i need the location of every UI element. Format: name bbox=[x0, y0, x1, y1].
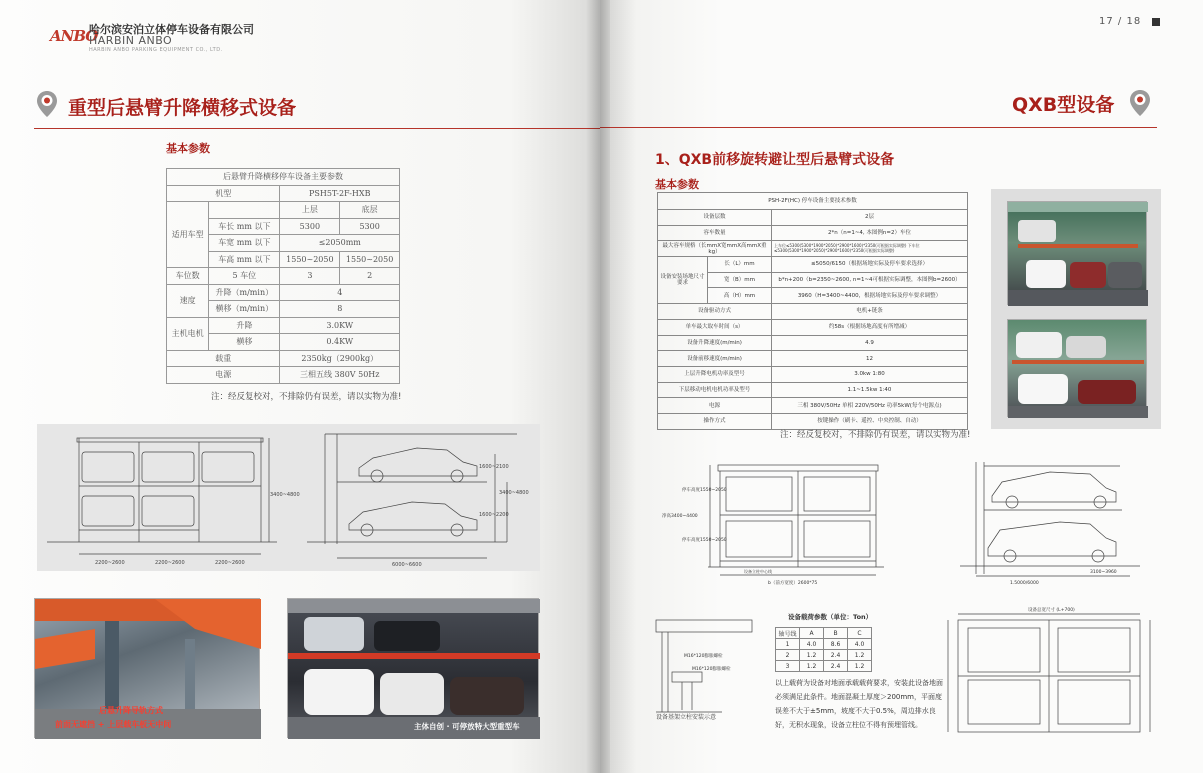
location-pin-icon bbox=[1129, 89, 1151, 117]
load-cell: 1.2 bbox=[848, 650, 872, 661]
book-spine-shadow bbox=[586, 0, 610, 773]
load-cell: 1.2 bbox=[800, 650, 824, 661]
right-page bbox=[600, 0, 1203, 773]
qxb-photo-bottom bbox=[1007, 319, 1147, 417]
table-cell: 车长 mm 以下 bbox=[209, 218, 280, 235]
table-cell: 操作方式 bbox=[658, 413, 772, 429]
table-cell: 3 bbox=[280, 268, 340, 285]
table-cell: 0.4KW bbox=[280, 334, 400, 351]
company-name-en-full: HARBIN ANBO PARKING EQUIPMENT CO., LTD. bbox=[89, 47, 223, 53]
load-cell: 1.2 bbox=[848, 661, 872, 672]
table-cell: 约58s（根据场地高度有所增减） bbox=[772, 319, 968, 335]
table-cell: 横移 bbox=[209, 334, 280, 351]
dim-label: 设备总宽尺寸 (L+700) bbox=[1028, 608, 1075, 613]
qxb-plan-view-drawing bbox=[944, 604, 1156, 738]
photos-panel bbox=[991, 189, 1161, 429]
foundation-requirements-text: 以上载荷为设备对地面承载载荷要求，安装此设备地面必须满足此条件。地面混凝土厚度＞200mm，平面度误差不大于±5mm，坡度不大于0.5%，周边排水良好，无积水现象，设备立柱位不得有预埋管线。 bbox=[775, 679, 943, 729]
tech-params-table bbox=[657, 192, 968, 430]
table-cell: 机型 bbox=[167, 185, 280, 202]
company-name-cn: 哈尔滨安泊立体停车设备有限公司 bbox=[89, 23, 254, 36]
table-cell: 上层 bbox=[280, 202, 340, 219]
table-cell: 主机电机 bbox=[167, 317, 209, 350]
qxb-photo-bottom-art bbox=[1008, 320, 1148, 418]
page-title: 重型后悬臂升降横移式设备 bbox=[68, 97, 297, 119]
table-cell: ≤5050/6150（根据场地实际及停车要求选择） bbox=[772, 257, 968, 273]
qxb-side-elevation-drawing bbox=[940, 456, 1150, 586]
structure-photo-art bbox=[35, 599, 261, 739]
table-cell: 设备驱动方式 bbox=[658, 304, 772, 320]
dim-label: b（前方宽度）2600*75 bbox=[768, 581, 818, 586]
detail-label: M16*120膨胀螺栓 bbox=[684, 654, 723, 659]
table-cell: 1550~2050 bbox=[340, 251, 400, 268]
table-cell: 3.0KW bbox=[280, 317, 400, 334]
table-cell: 2 bbox=[340, 268, 400, 285]
cars-photo-art bbox=[288, 599, 540, 739]
load-cell: 2.4 bbox=[824, 661, 848, 672]
table-cell: 5300 bbox=[340, 218, 400, 235]
table-cell: 三相 380V/50Hz 单相 220V/50Hz 功率5kW(每个电源点) bbox=[772, 398, 968, 414]
table-cell: 按键操作（刷卡、遥控、中央控制、自动） bbox=[772, 413, 968, 429]
load-cell: 4.0 bbox=[800, 639, 824, 650]
table-cell: 8 bbox=[280, 301, 400, 318]
table-cell: 升降（m/min） bbox=[209, 284, 280, 301]
qxb-front-elevation-drawing bbox=[648, 455, 888, 587]
table-cell: 单车最大取车时间（s） bbox=[658, 319, 772, 335]
dim-label: 2200~2600 bbox=[155, 560, 185, 566]
front-side-elevation-drawing bbox=[37, 424, 540, 571]
table-cell: 设备升降速度(m/min) bbox=[658, 335, 772, 351]
title-rule bbox=[34, 128, 600, 129]
table-cell: 2*n（n=1~4, 本图例n=2）车位 bbox=[772, 225, 968, 241]
table-cell: 5 车位 bbox=[209, 268, 280, 285]
table-cell: 2350kg（2900kg） bbox=[280, 350, 400, 367]
load-header: 轴号线 bbox=[776, 628, 800, 639]
photo-caption-line1: 后悬升降导轨方式 bbox=[99, 706, 163, 715]
dim-label: 3400~4800 bbox=[270, 492, 300, 498]
qxb-photo-top-art bbox=[1008, 202, 1148, 306]
dim-label: 2200~2600 bbox=[215, 560, 245, 566]
dim-label: 2200~2600 bbox=[95, 560, 125, 566]
section-heading: 1、QXB前移旋转避让型后悬臂式设备 bbox=[655, 152, 895, 168]
table-cell: 载重 bbox=[167, 350, 280, 367]
table-cell: 下层移动电机电机功率及型号 bbox=[658, 382, 772, 398]
equipment-photo-cars bbox=[287, 598, 539, 738]
company-name-en: HARBIN ANBO bbox=[89, 34, 173, 47]
dim-label: 1600~2200 bbox=[479, 512, 509, 518]
load-cell: 2.4 bbox=[824, 650, 848, 661]
table-cell: 12 bbox=[772, 351, 968, 367]
detail-caption: 设备基架立柱安装示意 bbox=[656, 714, 717, 721]
table-cell: 速度 bbox=[167, 284, 209, 317]
table-cell: 设备安装场地尺寸要求 bbox=[658, 257, 708, 304]
dim-label: 设备立柱中心线 bbox=[744, 569, 772, 574]
qxb-photo-top bbox=[1007, 201, 1147, 305]
table-cell: ≤2050mm bbox=[280, 235, 400, 252]
anbo-logo: ANBO bbox=[50, 27, 98, 45]
title-rule bbox=[600, 127, 1157, 128]
table-cell: 设备前移速度(m/min) bbox=[658, 351, 772, 367]
table-cell: 上层升降电机功率及型号 bbox=[658, 366, 772, 382]
load-header: B bbox=[824, 628, 848, 639]
detail-label: M16*120膨胀螺栓 bbox=[692, 667, 731, 672]
photo-caption-line2: 前面无遮挡 + 上层载车板无中间 bbox=[55, 720, 172, 729]
dim-label: 1.5000/6000 bbox=[1010, 581, 1039, 586]
table-cell: 电机+链条 bbox=[772, 304, 968, 320]
params-table bbox=[166, 168, 400, 384]
table-cell: 底层 bbox=[340, 202, 400, 219]
table-cell: 上车位≤5300(5300*1900*2050)*2900*1600)*2350(可根据实际调整) 下车位≤5300(5300*1900*2050)*2900*1600)*2350(可根据实际调整) bbox=[772, 241, 968, 257]
table-cell: 车高 mm 以下 bbox=[209, 251, 280, 268]
table-cell: 长（L）mm bbox=[708, 257, 772, 273]
foundation-detail-drawing bbox=[652, 612, 756, 724]
table-caption: 后悬臂升降横移停车设备主要参数 bbox=[167, 169, 400, 186]
dim-label: 1600~2100 bbox=[479, 464, 509, 470]
dim-label: 3400~4800 bbox=[499, 490, 529, 496]
load-table bbox=[775, 627, 872, 672]
dim-label: 3100~3960 bbox=[1090, 570, 1117, 575]
left-page bbox=[0, 0, 600, 773]
photo-caption: 主体自创 · 可停放特大型重型车 bbox=[414, 722, 520, 731]
dim-label: 停车高度1550~2050 bbox=[682, 488, 727, 493]
page-marker-square-icon bbox=[1152, 18, 1160, 26]
equipment-photo-structure bbox=[34, 598, 260, 738]
load-header: A bbox=[800, 628, 824, 639]
table-cell: 高（H）mm bbox=[708, 288, 772, 304]
table-cell: 电源 bbox=[167, 367, 280, 384]
load-cell: 2 bbox=[776, 650, 800, 661]
dim-label: 净高3400~4400 bbox=[662, 514, 698, 519]
page-number: 17 / 18 bbox=[1099, 16, 1142, 27]
table-cell: 3960（H=3400~4400，根据场地实际及停车要求调整） bbox=[772, 288, 968, 304]
technical-drawing-panel bbox=[37, 424, 540, 571]
table-cell: 2层 bbox=[772, 210, 968, 226]
load-cell: 8.6 bbox=[824, 639, 848, 650]
table-cell: 适用车型 bbox=[167, 202, 209, 268]
table-cell: 5300 bbox=[280, 218, 340, 235]
table-cell: 横移（m/min） bbox=[209, 301, 280, 318]
dim-label: 停车高度1550~2050 bbox=[682, 538, 727, 543]
table-cell: 容车数量 bbox=[658, 225, 772, 241]
basic-params-heading: 基本参数 bbox=[655, 178, 699, 191]
table-cell: 电源 bbox=[658, 398, 772, 414]
table-cell: PSH5T-2F-HXB bbox=[280, 185, 400, 202]
table-cell: 3.0kw 1:80 bbox=[772, 366, 968, 382]
model-title: QXB型设备 bbox=[1012, 94, 1115, 116]
table-cell: 4.9 bbox=[772, 335, 968, 351]
table-cell: 设备层数 bbox=[658, 210, 772, 226]
table-cell: b*n+200（b=2350~2600, n=1~4可根据实际调整，本图例b=2600） bbox=[772, 272, 968, 288]
table-cell: 车宽 mm 以下 bbox=[209, 235, 280, 252]
table-cell: 三相五线 380V 50Hz bbox=[280, 367, 400, 384]
load-header: C bbox=[848, 628, 872, 639]
load-cell: 3 bbox=[776, 661, 800, 672]
load-cell: 1 bbox=[776, 639, 800, 650]
table-cell: 1.1~1.5kw 1:40 bbox=[772, 382, 968, 398]
dim-label: 6000~6600 bbox=[392, 562, 422, 568]
load-cell: 4.0 bbox=[848, 639, 872, 650]
table-cell: 宽（B）mm bbox=[708, 272, 772, 288]
table-cell: 1550~2050 bbox=[280, 251, 340, 268]
basic-params-heading: 基本参数 bbox=[166, 142, 210, 155]
table-caption: PSH-2F(HC) 停车设备主要技术参数 bbox=[658, 193, 968, 210]
table-cell: 最大容车规格（长mmX宽mmX高mmX重kg） bbox=[658, 241, 772, 257]
accuracy-note: 注：经反复校对，不排除仍有误差，请以实物为准! bbox=[211, 392, 402, 402]
table-cell: 4 bbox=[280, 284, 400, 301]
table-cell: 升降 bbox=[209, 317, 280, 334]
load-cell: 1.2 bbox=[800, 661, 824, 672]
load-table-title: 设备载荷参数（单位：Ton） bbox=[788, 613, 873, 621]
location-pin-icon bbox=[36, 90, 58, 118]
accuracy-note: 注：经反复校对，不排除仍有误差，请以实物为准! bbox=[780, 430, 971, 440]
table-cell: 车位数 bbox=[167, 268, 209, 285]
